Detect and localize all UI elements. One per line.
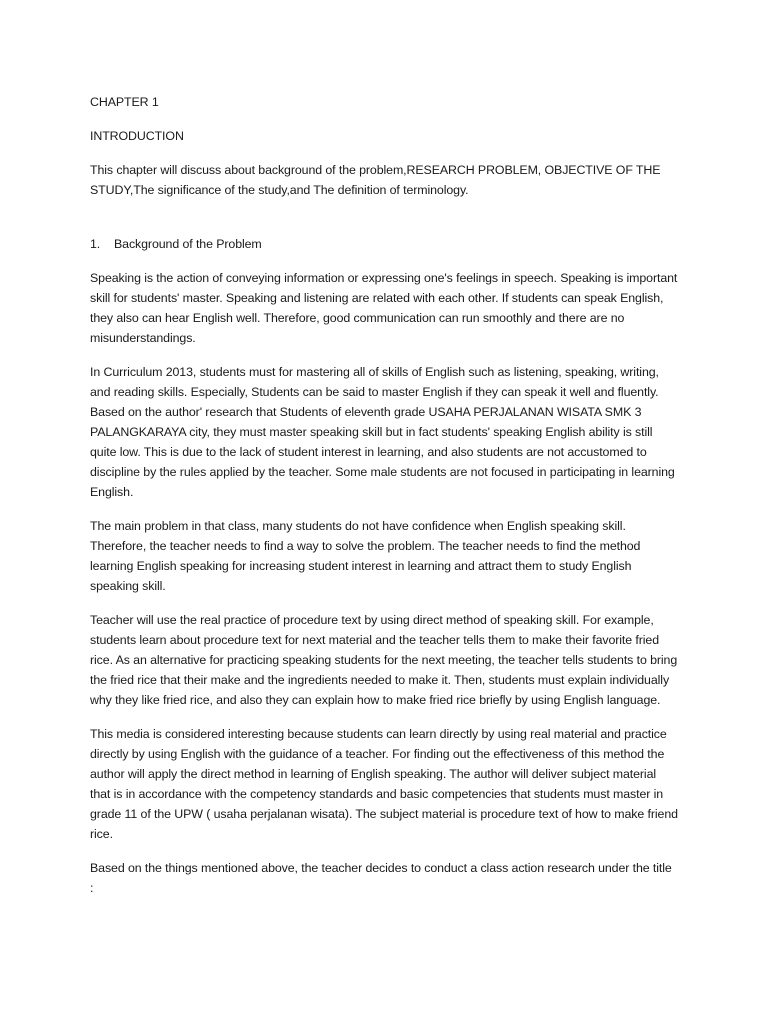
document-body (90, 92, 678, 912)
chapter-title: INTRODUCTION (90, 129, 184, 143)
body-paragraph: The main problem in that class, many students do not have confidence when English speaking skill. Therefore, the teacher needs to find a way to solve the problem. The teacher needs to find the method learning English speaking for increasing student interest in learning and attract them to study English speaking skill. (90, 519, 641, 593)
body-paragraph: This media is considered interesting because students can learn directly by using real material and practice directly by using English with the guidance of a teacher. For finding out the effectiveness of this method the author will apply the direct method in learning of English speaking. The author will deliver subject material that is in accordance with the competency standards and basic competencies that students must master in grade 11 of the UPW ( usaha perjalanan wisata). The subject material is procedure text of how to make friend rice. (90, 727, 678, 841)
body-paragraph: Teacher will use the real practice of procedure text by using direct method of speaking skill. For example, students learn about procedure text for next material and the teacher tells them to make their favorite fried rice. As an alternative for practicing speaking students for the next meeting, the teacher tells students to bring the fried rice that their make and the ingredients needed to make it. Then, students must explain individually why they like fried rice, and also they can explain how to make fried rice briefly by using English language. (90, 613, 678, 707)
section-title: Background of the Problem (114, 237, 262, 251)
section-number: 1. (90, 237, 101, 251)
body-paragraph: Speaking is the action of conveying information or expressing one's feelings in speech. Speaking is important skill for students' master. Speaking and listening are related with each other. If students can speak English, they also can hear English well. Therefore, good communication can run smoothly and there are no misunderstandings. (90, 271, 678, 345)
intro-paragraph: This chapter will discuss about background of the problem,RESEARCH PROBLEM, OBJECTIVE OF THE STUDY,The significance of the study,and The definition of terminology. (90, 163, 661, 197)
body-paragraph: In Curriculum 2013, students must for mastering all of skills of English such as listening, speaking, writing, and reading skills. Especially, Students can be said to master English if they can speak it well and fluently. Based on the author' research that Students of eleventh grade USAHA PERJALANAN WISATA SMK 3 PALANGKARAYA city, they must master speaking skill but in fact students' speaking English ability is still quite low. This is due to the lack of student interest in learning, and also students are not accustomed to discipline by the rules applied by the teacher. Some male students are not focused in participating in learning English. (90, 365, 675, 499)
body-paragraph: Based on the things mentioned above, the teacher decides to conduct a class action research under the title : (90, 861, 672, 895)
chapter-label: CHAPTER 1 (90, 95, 159, 109)
section-heading (90, 234, 678, 254)
